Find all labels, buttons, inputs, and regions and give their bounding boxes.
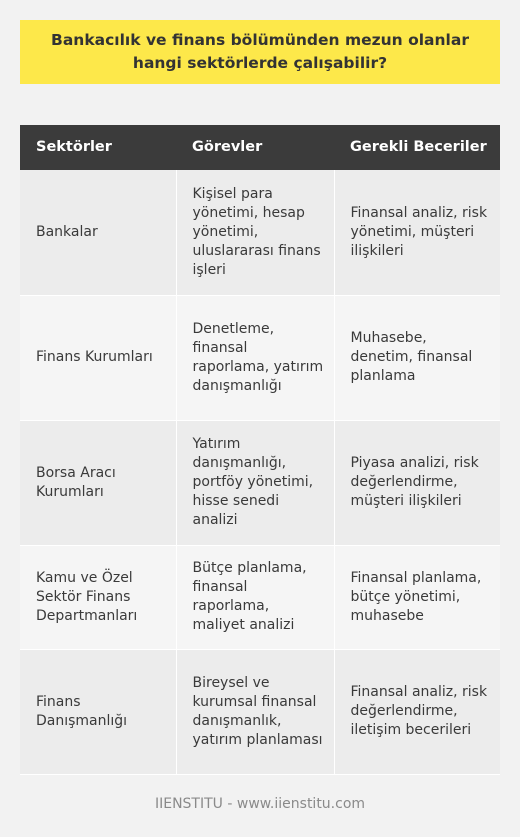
sector-cell: Finans Kurumları — [20, 295, 176, 420]
column-header-sectors: Sektörler — [20, 125, 176, 170]
tasks-cell: Bütçe planlama, finansal raporlama, maliyet analizi — [176, 545, 334, 649]
skills-cell: Finansal analiz, risk değerlendirme, iletişim becerileri — [334, 649, 500, 774]
column-header-tasks: Görevler — [176, 125, 334, 170]
title-banner — [20, 20, 500, 84]
sector-cell: Finans Danışmanlığı — [20, 649, 176, 774]
sector-cell: Bankalar — [20, 170, 176, 295]
skills-cell: Muhasebe, denetim, finansal planlama — [334, 295, 500, 420]
skills-cell: Piyasa analizi, risk değerlendirme, müşteri ilişkileri — [334, 420, 500, 545]
table-row — [20, 545, 500, 649]
table-row — [20, 649, 500, 774]
skills-cell: Finansal planlama, bütçe yönetimi, muhasebe — [334, 545, 500, 649]
table-row — [20, 420, 500, 545]
tasks-cell: Bireysel ve kurumsal finansal danışmanlık, yatırım planlaması — [176, 649, 334, 774]
sector-cell: Borsa Aracı Kurumları — [20, 420, 176, 545]
sectors-table — [20, 125, 500, 775]
tasks-cell: Denetleme, finansal raporlama, yatırım danışmanlığı — [176, 295, 334, 420]
table-row — [20, 170, 500, 295]
column-header-skills: Gerekli Beceriler — [334, 125, 500, 170]
sector-cell: Kamu ve Özel Sektör Finans Departmanları — [20, 545, 176, 649]
table-row — [20, 295, 500, 420]
skills-cell: Finansal analiz, risk yönetimi, müşteri ilişkileri — [334, 170, 500, 295]
page-title: Bankacılık ve finans bölümünden mezun olanlar hangi sektörlerde çalışabilir? — [51, 31, 469, 72]
tasks-cell: Kişisel para yönetimi, hesap yönetimi, uluslararası finans işleri — [176, 170, 334, 295]
table-header-row — [20, 125, 500, 170]
tasks-cell: Yatırım danışmanlığı, portföy yönetimi, hisse senedi analizi — [176, 420, 334, 545]
footer-attribution: IIENSTITU - www.iienstitu.com — [154, 796, 366, 812]
